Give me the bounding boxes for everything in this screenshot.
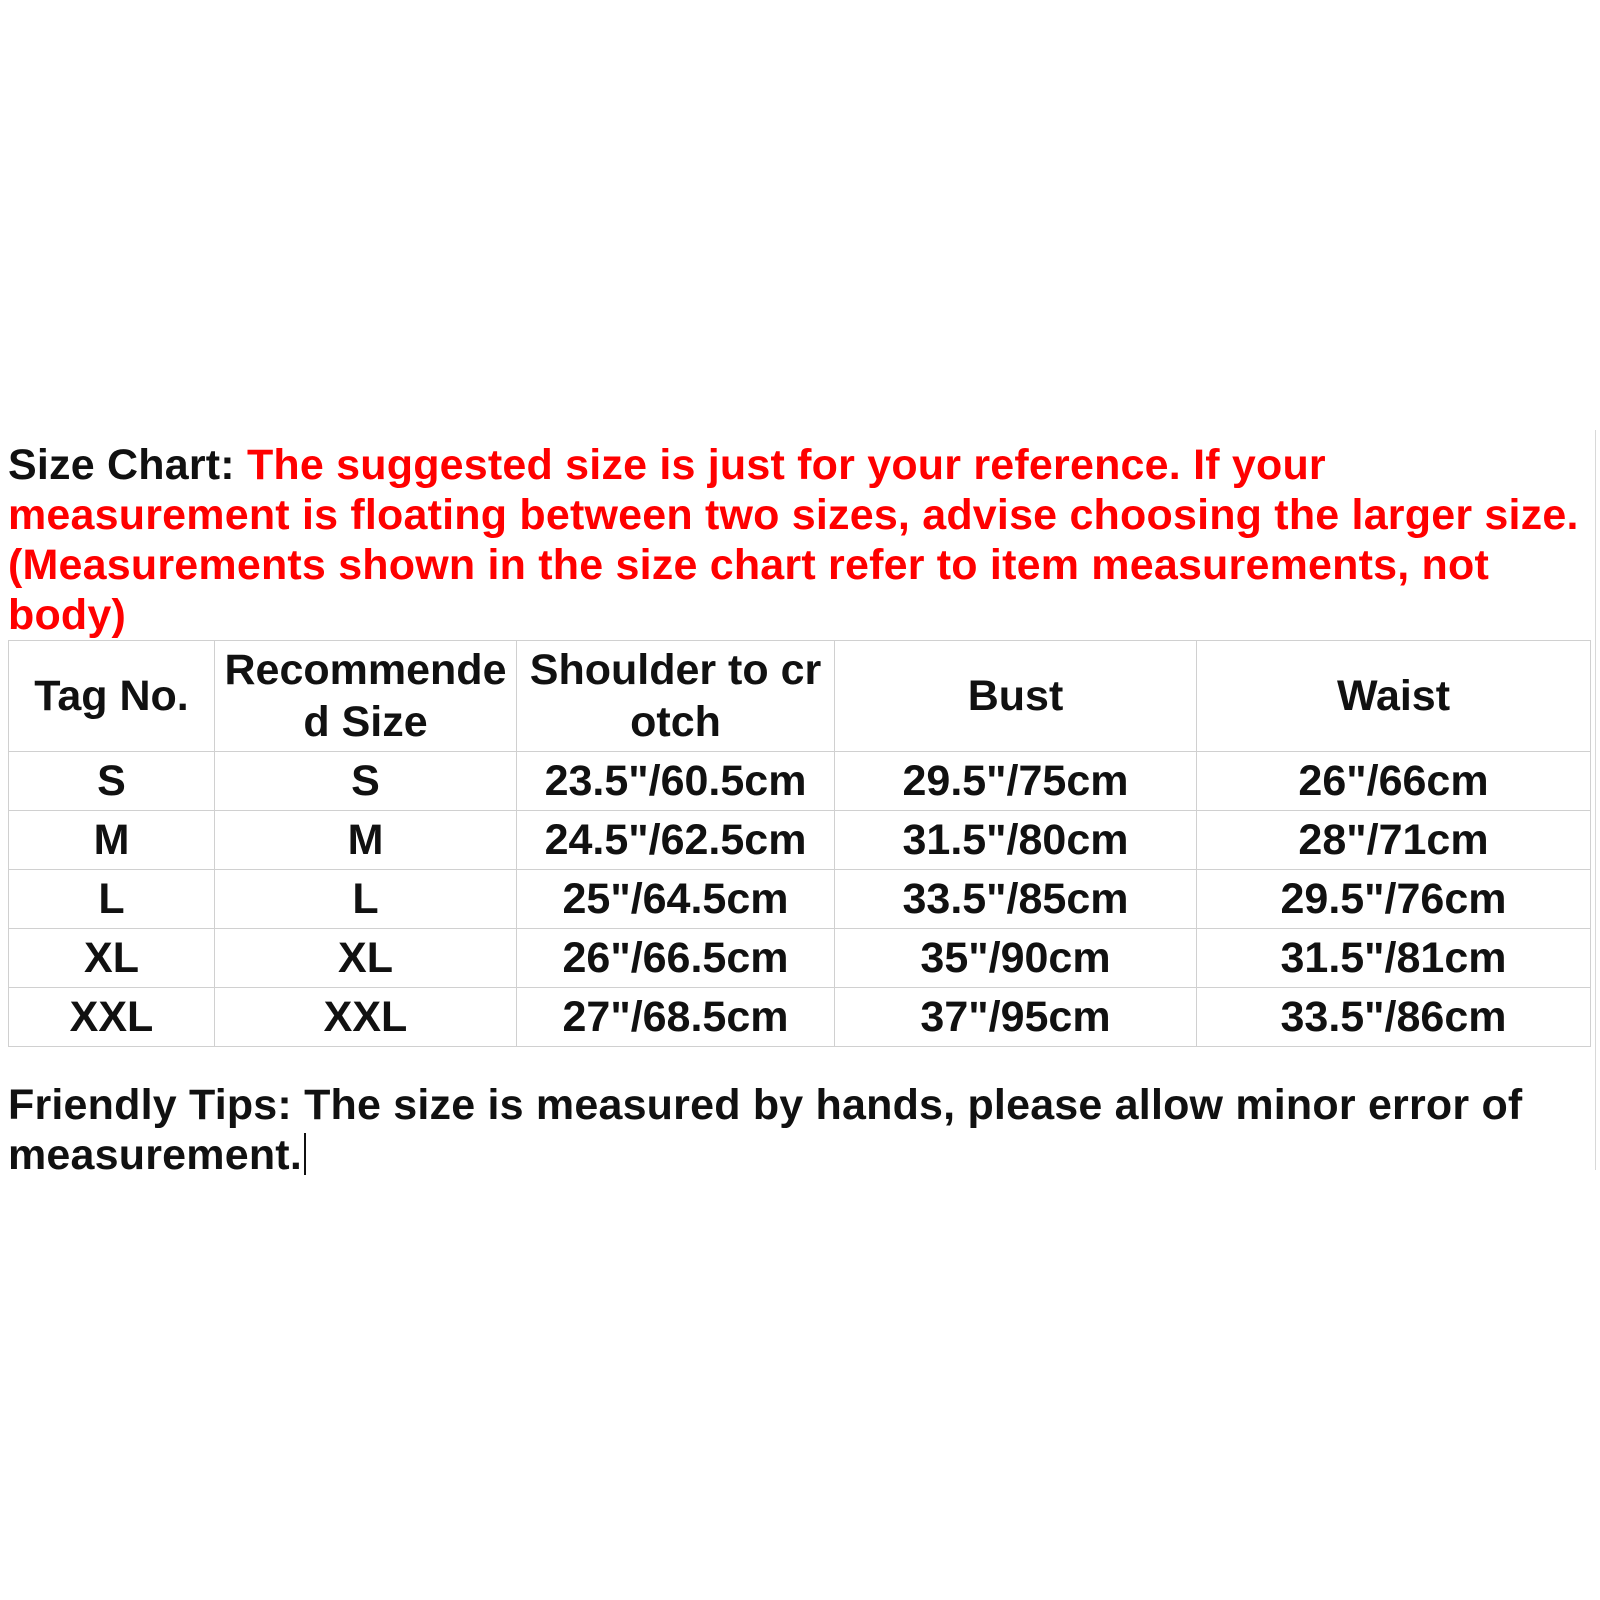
cell-tag-no: XL [9,929,215,988]
friendly-tips [8,1080,1596,1180]
cell-tag-no: L [9,870,215,929]
cell-waist: 33.5"/86cm [1197,988,1591,1047]
cell-shoulder-to-crotch: 24.5"/62.5cm [517,811,835,870]
cell-bust: 37"/95cm [835,988,1197,1047]
table-row [9,988,1591,1047]
header-tag-no: Tag No. [9,641,215,752]
cell-shoulder-to-crotch: 25"/64.5cm [517,870,835,929]
cell-tag-no: M [9,811,215,870]
size-chart-note: The suggested size is just for your reference. If your measurement is floating between two sizes, advise choosing the larger size. (Measurements shown in the size chart refer to item measurements, not body) [8,441,1579,639]
cell-recommended-size: XXL [215,988,517,1047]
size-chart-intro [8,440,1596,640]
header-recommended-size: Recommended Size [215,641,517,752]
cell-tag-no: XXL [9,988,215,1047]
cell-waist: 26"/66cm [1197,752,1591,811]
size-chart-label: Size Chart: [8,441,247,489]
table-row [9,811,1591,870]
cell-shoulder-to-crotch: 26"/66.5cm [517,929,835,988]
text-cursor [304,1133,306,1175]
table-row [9,870,1591,929]
header-shoulder-to-crotch: Shoulder to crotch [517,641,835,752]
cell-waist: 31.5"/81cm [1197,929,1591,988]
header-bust: Bust [835,641,1197,752]
table-header-row [9,641,1591,752]
cell-waist: 29.5"/76cm [1197,870,1591,929]
cell-recommended-size: L [215,870,517,929]
cell-waist: 28"/71cm [1197,811,1591,870]
cell-bust: 29.5"/75cm [835,752,1197,811]
size-table [8,640,1591,1047]
cell-shoulder-to-crotch: 27"/68.5cm [517,988,835,1047]
cell-bust: 33.5"/85cm [835,870,1197,929]
cell-tag-no: S [9,752,215,811]
table-row [9,752,1591,811]
cell-recommended-size: XL [215,929,517,988]
cell-bust: 31.5"/80cm [835,811,1197,870]
header-waist: Waist [1197,641,1591,752]
cell-shoulder-to-crotch: 23.5"/60.5cm [517,752,835,811]
cell-bust: 35"/90cm [835,929,1197,988]
cell-recommended-size: S [215,752,517,811]
table-row [9,929,1591,988]
cell-recommended-size: M [215,811,517,870]
friendly-tips-text: Friendly Tips: The size is measured by hands, please allow minor error of measurement. [8,1081,1523,1179]
